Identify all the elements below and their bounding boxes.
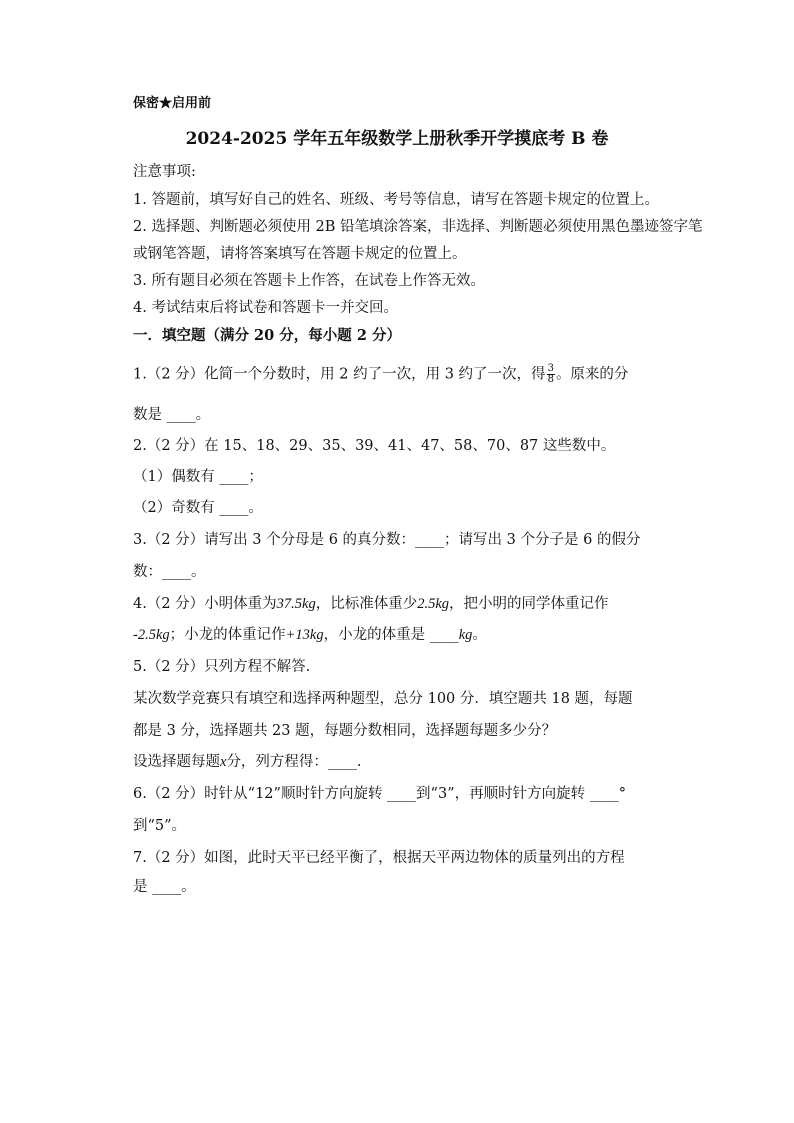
weight-unit: kg: [458, 627, 473, 643]
q5-text-b: 分，列方程得：____.: [226, 754, 362, 770]
confidential-label: 保密★启用前: [133, 96, 212, 111]
question-2-stem: 2.（2 分）在 15、18、29、35、39、41、47、58、70、87 这些数中。: [133, 438, 616, 454]
weight-value-2: 2.5kg: [417, 596, 450, 612]
question-3-line-2: 数：____。: [133, 564, 206, 580]
weight-value-1: 37.5kg: [276, 596, 316, 612]
q4-text-d: ；小龙的体重记作: [169, 627, 286, 643]
question-7-line-1: 7.（2 分）如图，此时天平已经平衡了，根据天平两边物体的质量列出的方程: [133, 850, 625, 866]
question-5-line-3: [133, 752, 362, 772]
question-4-line-1: [133, 594, 609, 614]
note-4: 4. 考试结束后将试卷和答题卡一并交回。: [133, 300, 398, 316]
q4-text-e: ，小龙的体重是 ____: [323, 627, 459, 643]
question-1-line-2: 数是 ____。: [133, 407, 211, 423]
question-5-line-1: 某次数学竞赛只有填空和选择两种题型，总分 100 分．填空题共 18 题，每题: [133, 691, 633, 707]
question-6-line-2: 到“5”。: [133, 818, 187, 834]
q4-text-b: ，比标准体重少: [315, 596, 418, 612]
section-heading: 一．填空题（满分 20 分，每小题 2 分）: [133, 327, 401, 344]
fraction-numerator: 3: [547, 363, 554, 374]
question-5-line-2: 都是 3 分，选择题共 23 题，每题分数相同，选择题每题多少分？: [133, 723, 557, 739]
weight-value-4: +13kg: [285, 627, 324, 643]
question-1-line-1: [133, 364, 628, 385]
q4-text-c: ，把小明的同学体重记作: [449, 596, 609, 612]
question-6-line-1: 6.（2 分）时针从“12”顺时针方向旋转 ____到“3”，再顺时针方向旋转 ____°: [133, 786, 626, 802]
q4-text-f: 。: [472, 627, 487, 643]
question-4-line-2: [133, 625, 487, 645]
question-7-line-2: 是 ____。: [133, 879, 196, 895]
variable-x: x: [220, 754, 227, 770]
weight-value-3: -2.5kg: [133, 627, 170, 643]
question-2-sub-2: （2）奇数有 ____。: [133, 500, 263, 516]
q1-text-a: 1.（2 分）化简一个分数时，用 2 约了一次，用 3 约了一次，得: [133, 366, 546, 383]
q5-text-a: 设选择题每题: [133, 754, 220, 770]
note-1: 1. 答题前，填写好自己的姓名、班级、考号等信息，请写在答题卡规定的位置上。: [133, 192, 659, 208]
fraction: [547, 364, 555, 385]
question-2-sub-1: （1）偶数有 ____；: [133, 469, 263, 485]
q4-text-a: 4.（2 分）小明体重为: [133, 596, 277, 612]
notes-heading: 注意事项:: [133, 164, 196, 180]
q1-text-b: 。原来的分: [555, 366, 629, 383]
note-2-line-1: 2. 选择题、判断题必须使用 2B 铅笔填涂答案，非选择、判断题必须使用黑色墨迹签字笔: [133, 219, 703, 235]
note-2-line-2: 或钢笔答题，请将答案填写在答题卡规定的位置上。: [133, 246, 467, 262]
page-title: 2024-2025 学年五年级数学上册秋季开学摸底考 B 卷: [185, 129, 609, 149]
note-3: 3. 所有题目必须在答题卡上作答，在试卷上作答无效。: [133, 273, 485, 289]
fraction-denominator: 8: [547, 374, 554, 385]
question-3-line-1: 3.（2 分）请写出 3 个分母是 6 的真分数：____；请写出 3 个分子是 6 的假分: [133, 532, 641, 548]
question-5-stem: 5.（2 分）只列方程不解答.: [133, 659, 311, 675]
